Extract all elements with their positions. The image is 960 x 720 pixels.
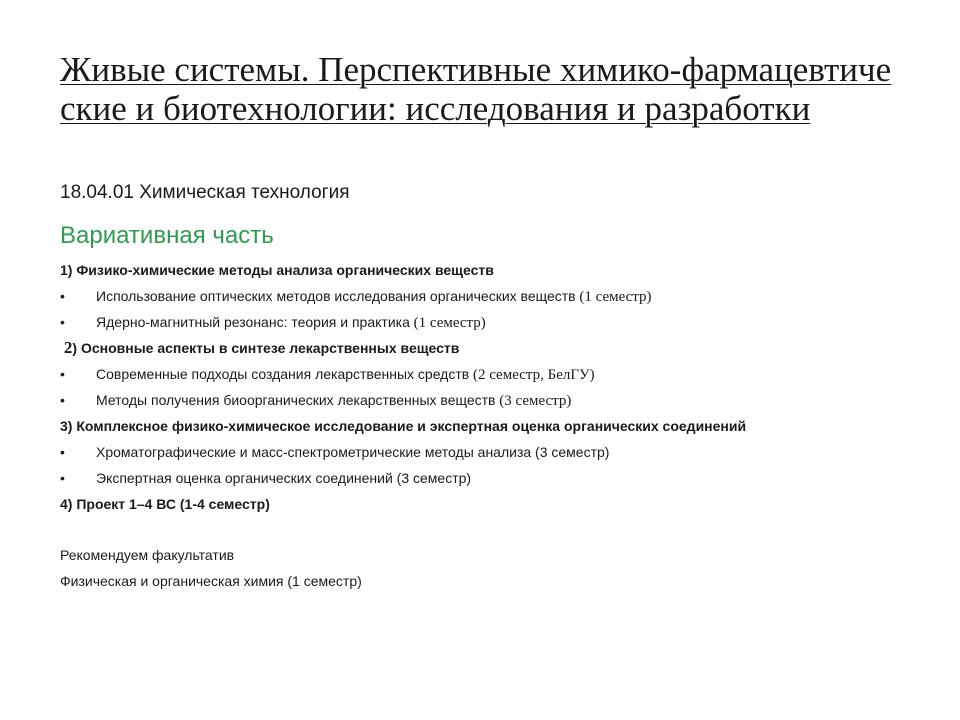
bullet-icon: • xyxy=(60,444,65,460)
group-heading-2 xyxy=(60,338,920,364)
list-item xyxy=(60,364,920,390)
list-item xyxy=(60,286,920,312)
course-name: Современные подходы создания лекарственных средств xyxy=(96,366,470,382)
section-heading: Вариативная часть xyxy=(60,222,274,249)
course-name: Экспертная оценка органических соединений (3 семестр) xyxy=(96,470,472,486)
group-title: ) Основные аспекты в синтезе лекарственных веществ xyxy=(72,340,460,356)
list-item xyxy=(60,312,920,338)
list-item xyxy=(60,468,920,494)
course-semester: (1 семестр) xyxy=(575,289,652,305)
group-heading-3: 3) Комплексное физико-химическое исследование и экспертная оценка органических соединений xyxy=(60,418,747,434)
list-item xyxy=(60,442,920,468)
course-name: Хроматографические и масс-спектрометрические методы анализа (3 семестр) xyxy=(96,444,610,460)
bullet-icon: • xyxy=(60,314,65,330)
bullet-icon: • xyxy=(60,288,65,304)
program-code: 18.04.01 Химическая технология xyxy=(60,182,350,203)
course-name: Методы получения биоорганических лекарственных веществ xyxy=(96,392,496,408)
group-heading-4: 4) Проект 1–4 ВС (1-4 семестр) xyxy=(60,496,270,512)
course-semester: (1 семестр) xyxy=(409,315,486,331)
bullet-icon: • xyxy=(60,470,65,486)
course-name: Использование оптических методов исследования органических веществ xyxy=(96,288,576,304)
bullet-icon: • xyxy=(60,392,65,408)
recommend-label: Рекомендуем факультатив xyxy=(60,547,235,563)
course-semester: (2 семестр, БелГУ) xyxy=(469,367,595,383)
slide-title: Живые системы. Перспективные химико-фармацевтические и биотехнологии: исследования и разработки xyxy=(60,50,892,128)
group-heading-1: 1) Физико-химические методы анализа органических веществ xyxy=(60,262,494,278)
course-list xyxy=(60,260,920,597)
elective-course: Физическая и органическая химия (1 семестр) xyxy=(60,573,362,589)
group-number: 2 xyxy=(63,338,73,357)
course-name: Ядерно-магнитный резонанс: теория и практика xyxy=(96,314,410,330)
course-semester: (3 семестр) xyxy=(495,393,572,409)
bullet-icon: • xyxy=(60,366,65,382)
list-item xyxy=(60,390,920,416)
